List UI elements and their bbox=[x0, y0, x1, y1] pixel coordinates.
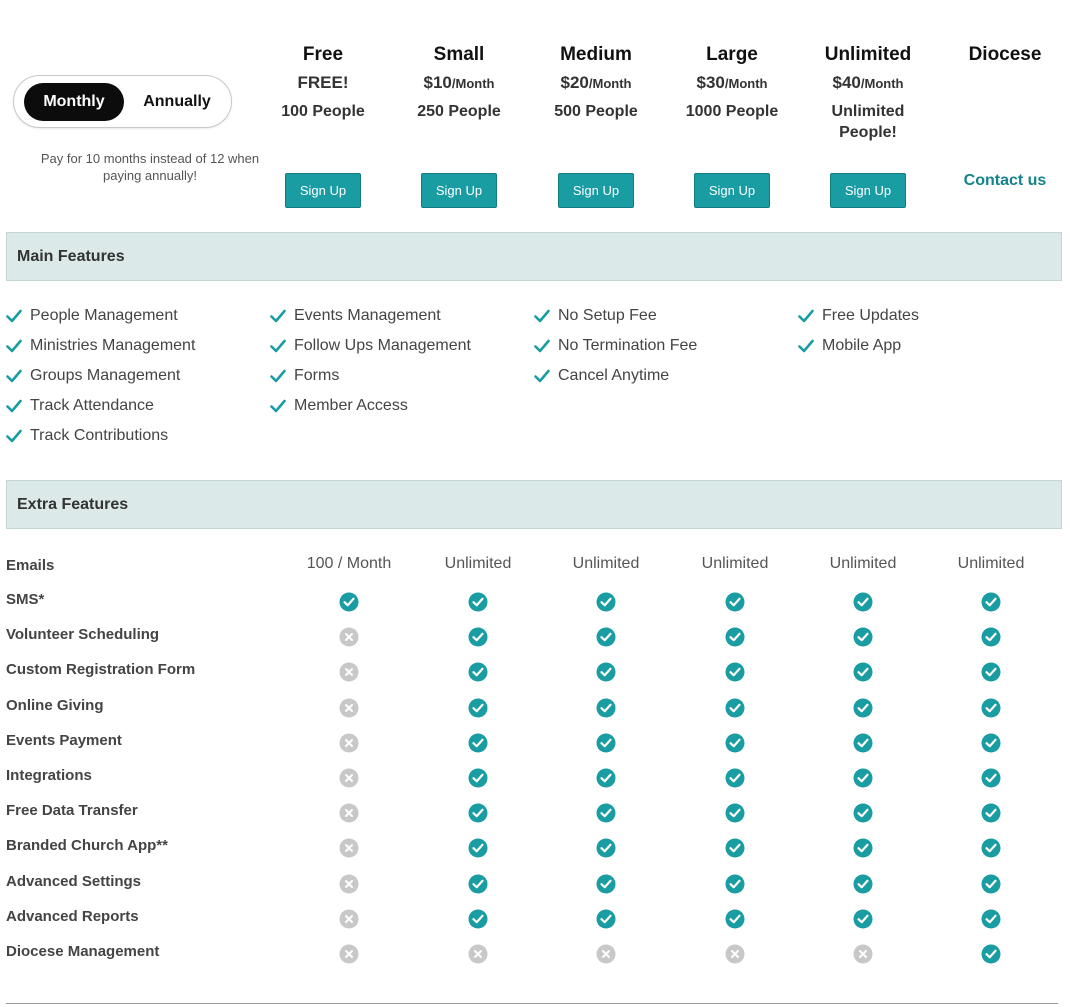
plan-cell bbox=[546, 662, 666, 687]
plan-name: Unlimited bbox=[824, 44, 912, 65]
feature-label: Forms bbox=[294, 367, 340, 384]
feature-row bbox=[0, 838, 1070, 873]
included-check-icon bbox=[468, 669, 488, 686]
plan-price bbox=[526, 71, 666, 95]
plan-unlimited bbox=[798, 43, 938, 143]
main-features-column bbox=[270, 306, 471, 426]
not-included-x-icon bbox=[339, 810, 359, 827]
included-check-icon bbox=[725, 916, 745, 933]
plan-cell bbox=[289, 768, 409, 793]
check-icon bbox=[6, 336, 30, 353]
plan-cell bbox=[546, 592, 666, 617]
included-check-icon bbox=[596, 740, 616, 757]
included-check-icon bbox=[981, 916, 1001, 933]
feature-label: Free Updates bbox=[822, 307, 919, 324]
plan-diocese bbox=[935, 43, 1070, 67]
plan-name: Medium bbox=[560, 44, 632, 65]
check-icon bbox=[534, 336, 558, 353]
feature-value: Unlimited bbox=[957, 555, 1025, 572]
included-check-icon bbox=[468, 599, 488, 616]
main-features-column bbox=[534, 306, 697, 396]
plan-price-period: /Month bbox=[451, 76, 495, 91]
sign-up-button-small[interactable]: Sign Up bbox=[421, 173, 497, 208]
feature-item bbox=[6, 306, 195, 336]
plan-cell bbox=[546, 803, 666, 828]
plan-cell bbox=[289, 944, 409, 969]
check-icon bbox=[270, 336, 294, 353]
included-check-icon bbox=[981, 599, 1001, 616]
sign-up-button-medium[interactable]: Sign Up bbox=[558, 173, 634, 208]
monthly-option[interactable]: Monthly bbox=[24, 83, 124, 121]
feature-value: Unlimited bbox=[829, 555, 897, 572]
included-check-icon bbox=[725, 775, 745, 792]
sign-up-button-large[interactable]: Sign Up bbox=[694, 173, 770, 208]
plan-cell bbox=[803, 768, 923, 793]
included-check-icon bbox=[339, 599, 359, 616]
contact-us-link[interactable]: Contact us bbox=[963, 172, 1047, 189]
feature-row-label: Diocese Management bbox=[6, 943, 160, 960]
plan-cell bbox=[803, 627, 923, 652]
plan-price-amount: $30 bbox=[696, 73, 725, 92]
plan-price-amount: $20 bbox=[560, 73, 589, 92]
feature-value: Unlimited bbox=[572, 555, 640, 572]
check-icon bbox=[798, 306, 822, 323]
plan-name: Diocese bbox=[968, 44, 1042, 65]
feature-item bbox=[534, 336, 697, 366]
included-check-icon bbox=[981, 705, 1001, 722]
plan-cell bbox=[931, 592, 1051, 617]
not-included-x-icon bbox=[853, 951, 873, 968]
feature-row-label: Free Data Transfer bbox=[6, 802, 138, 820]
plan-cell bbox=[546, 874, 666, 899]
feature-value: Unlimited bbox=[444, 555, 512, 572]
plan-cell bbox=[803, 698, 923, 723]
plan-price-period: /Month bbox=[588, 76, 632, 91]
included-check-icon bbox=[725, 740, 745, 757]
included-check-icon bbox=[725, 599, 745, 616]
included-check-icon bbox=[725, 705, 745, 722]
check-icon bbox=[270, 366, 294, 383]
plan-cell bbox=[931, 662, 1051, 687]
feature-label: Cancel Anytime bbox=[558, 367, 670, 384]
plan-name: Large bbox=[706, 44, 758, 65]
plan-price bbox=[253, 71, 393, 95]
plan-price-period: /Month bbox=[724, 76, 768, 91]
plan-price-period: /Month bbox=[860, 76, 904, 91]
plan-cell bbox=[289, 698, 409, 723]
included-check-icon bbox=[725, 810, 745, 827]
plan-cell bbox=[803, 803, 923, 828]
plan-cell bbox=[931, 909, 1051, 934]
plan-cell bbox=[418, 698, 538, 723]
plan-cell bbox=[931, 838, 1051, 863]
not-included-x-icon bbox=[596, 951, 616, 968]
plan-cell bbox=[803, 909, 923, 934]
plan-cell bbox=[803, 874, 923, 899]
included-check-icon bbox=[853, 705, 873, 722]
plan-price-amount: FREE! bbox=[297, 73, 349, 92]
not-included-x-icon bbox=[339, 951, 359, 968]
plan-cell bbox=[289, 662, 409, 687]
included-check-icon bbox=[725, 845, 745, 862]
feature-item bbox=[798, 306, 919, 336]
feature-item bbox=[270, 336, 471, 366]
included-check-icon bbox=[853, 810, 873, 827]
included-check-icon bbox=[468, 810, 488, 827]
included-check-icon bbox=[596, 705, 616, 722]
plan-cell bbox=[675, 627, 795, 652]
not-included-x-icon bbox=[339, 881, 359, 898]
plan-cell bbox=[675, 803, 795, 828]
sign-up-button-unlimited[interactable]: Sign Up bbox=[830, 173, 906, 208]
plan-cell bbox=[289, 627, 409, 652]
included-check-icon bbox=[596, 775, 616, 792]
plan-cell bbox=[931, 874, 1051, 899]
feature-row-label: Advanced Reports bbox=[6, 907, 139, 925]
feature-row bbox=[0, 874, 1070, 909]
plan-cell bbox=[289, 592, 409, 617]
included-check-icon bbox=[596, 669, 616, 686]
plan-cell bbox=[289, 909, 409, 934]
feature-label: Groups Management bbox=[30, 367, 181, 384]
plan-cell bbox=[418, 803, 538, 828]
plan-cell bbox=[803, 662, 923, 687]
included-check-icon bbox=[596, 810, 616, 827]
plan-cell bbox=[546, 733, 666, 758]
feature-label: Events Management bbox=[294, 307, 441, 324]
plan-price-amount: $40 bbox=[832, 73, 861, 92]
included-check-icon bbox=[981, 634, 1001, 651]
feature-row bbox=[0, 944, 1070, 979]
plan-cell bbox=[418, 592, 538, 617]
feature-row-label: Emails bbox=[6, 557, 55, 574]
not-included-x-icon bbox=[339, 705, 359, 722]
check-icon bbox=[6, 306, 30, 323]
plan-cell bbox=[546, 909, 666, 934]
included-check-icon bbox=[853, 881, 873, 898]
plan-cell bbox=[931, 554, 1051, 574]
feature-row bbox=[0, 803, 1070, 838]
feature-row-label: Branded Church App** bbox=[6, 837, 168, 855]
plan-cell bbox=[418, 944, 538, 969]
plan-cell bbox=[546, 627, 666, 652]
included-check-icon bbox=[725, 669, 745, 686]
plan-cell bbox=[931, 627, 1051, 652]
included-check-icon bbox=[853, 634, 873, 651]
not-included-x-icon bbox=[725, 951, 745, 968]
feature-row bbox=[0, 698, 1070, 733]
check-icon bbox=[270, 306, 294, 323]
plan-cell bbox=[675, 554, 795, 574]
feature-label: No Setup Fee bbox=[558, 307, 657, 324]
plan-people: Unlimited People! bbox=[831, 103, 905, 141]
plan-cell bbox=[675, 874, 795, 899]
plan-cell bbox=[931, 698, 1051, 723]
included-check-icon bbox=[725, 634, 745, 651]
check-icon bbox=[534, 366, 558, 383]
included-check-icon bbox=[981, 845, 1001, 862]
included-check-icon bbox=[981, 810, 1001, 827]
feature-row bbox=[0, 592, 1070, 627]
not-included-x-icon bbox=[339, 845, 359, 862]
plan-name: Free bbox=[302, 44, 344, 65]
plan-cell bbox=[931, 803, 1051, 828]
included-check-icon bbox=[596, 845, 616, 862]
plan-cell bbox=[675, 768, 795, 793]
plan-price bbox=[662, 71, 802, 95]
main-features-column bbox=[6, 306, 195, 456]
included-check-icon bbox=[853, 599, 873, 616]
not-included-x-icon bbox=[468, 951, 488, 968]
included-check-icon bbox=[853, 669, 873, 686]
plan-people: 100 People bbox=[281, 103, 365, 120]
feature-row-label: Volunteer Scheduling bbox=[6, 626, 160, 644]
included-check-icon bbox=[596, 599, 616, 616]
included-check-icon bbox=[853, 775, 873, 792]
plan-medium bbox=[526, 43, 666, 122]
plan-small bbox=[389, 43, 529, 122]
plan-cell bbox=[803, 944, 923, 969]
plan-cell bbox=[931, 733, 1051, 758]
plan-price bbox=[798, 71, 938, 95]
check-icon bbox=[798, 336, 822, 353]
plan-free bbox=[253, 43, 393, 122]
included-check-icon bbox=[596, 881, 616, 898]
feature-label: Follow Ups Management bbox=[294, 337, 471, 354]
included-check-icon bbox=[853, 916, 873, 933]
main-features-header: Main Features bbox=[6, 232, 1062, 281]
check-icon bbox=[6, 366, 30, 383]
included-check-icon bbox=[981, 951, 1001, 968]
feature-value: 100 / Month bbox=[306, 555, 392, 572]
sign-up-button-free[interactable]: Sign Up bbox=[285, 173, 361, 208]
feature-item bbox=[534, 366, 697, 396]
feature-row bbox=[0, 662, 1070, 697]
included-check-icon bbox=[596, 634, 616, 651]
plan-cell bbox=[803, 592, 923, 617]
plan-cell bbox=[418, 909, 538, 934]
included-check-icon bbox=[981, 669, 1001, 686]
plan-cell bbox=[546, 698, 666, 723]
plan-cell bbox=[675, 698, 795, 723]
feature-value: Unlimited bbox=[701, 555, 769, 572]
feature-row-label: Custom Registration Form bbox=[6, 661, 196, 679]
included-check-icon bbox=[468, 705, 488, 722]
plan-cell bbox=[418, 874, 538, 899]
feature-row-label: SMS* bbox=[6, 591, 45, 608]
plan-cell bbox=[803, 733, 923, 758]
included-check-icon bbox=[981, 881, 1001, 898]
included-check-icon bbox=[981, 740, 1001, 757]
included-check-icon bbox=[468, 845, 488, 862]
plan-cell bbox=[289, 554, 409, 574]
included-check-icon bbox=[853, 845, 873, 862]
feature-row bbox=[0, 768, 1070, 803]
plan-cell bbox=[418, 554, 538, 574]
main-features-column bbox=[798, 306, 919, 366]
included-check-icon bbox=[725, 881, 745, 898]
feature-row bbox=[0, 733, 1070, 768]
not-included-x-icon bbox=[339, 669, 359, 686]
plan-cell bbox=[546, 838, 666, 863]
plan-cell bbox=[546, 554, 666, 574]
plan-cell bbox=[675, 592, 795, 617]
feature-row-label: Advanced Settings bbox=[6, 872, 142, 890]
included-check-icon bbox=[468, 916, 488, 933]
plan-cell bbox=[289, 874, 409, 899]
bottom-divider bbox=[6, 1003, 1058, 1004]
plan-cell bbox=[931, 768, 1051, 793]
feature-row bbox=[0, 554, 1070, 589]
plan-cell bbox=[418, 662, 538, 687]
feature-label: Track Attendance bbox=[30, 397, 154, 414]
feature-item bbox=[270, 366, 471, 396]
plan-people: 1000 People bbox=[685, 103, 779, 120]
plan-people: 500 People bbox=[554, 103, 638, 120]
plan-cell bbox=[289, 803, 409, 828]
plan-cell bbox=[418, 733, 538, 758]
feature-item bbox=[6, 426, 195, 456]
included-check-icon bbox=[468, 634, 488, 651]
feature-item bbox=[6, 336, 195, 366]
not-included-x-icon bbox=[339, 634, 359, 651]
plan-cell bbox=[289, 838, 409, 863]
feature-row bbox=[0, 627, 1070, 662]
plan-cell bbox=[675, 909, 795, 934]
plan-cell bbox=[289, 733, 409, 758]
not-included-x-icon bbox=[339, 775, 359, 792]
billing-toggle[interactable] bbox=[13, 75, 232, 128]
feature-row-label: Events Payment bbox=[6, 731, 122, 749]
annually-option[interactable]: Annually bbox=[143, 93, 211, 110]
plan-cell bbox=[418, 768, 538, 793]
feature-label: People Management bbox=[30, 307, 178, 324]
feature-item bbox=[6, 366, 195, 396]
extra-features-header: Extra Features bbox=[6, 480, 1062, 529]
plan-cell bbox=[803, 838, 923, 863]
feature-label: Track Contributions bbox=[30, 427, 169, 444]
plan-cell bbox=[546, 768, 666, 793]
plan-large bbox=[662, 43, 802, 122]
not-included-x-icon bbox=[339, 916, 359, 933]
annual-discount-note: Pay for 10 months instead of 12 when paying annually! bbox=[40, 151, 260, 183]
check-icon bbox=[6, 396, 30, 413]
included-check-icon bbox=[468, 740, 488, 757]
plan-cell bbox=[675, 944, 795, 969]
plan-cell bbox=[418, 627, 538, 652]
plan-people: 250 People bbox=[417, 103, 501, 120]
feature-item bbox=[270, 396, 471, 426]
included-check-icon bbox=[853, 740, 873, 757]
included-check-icon bbox=[468, 881, 488, 898]
plan-cell bbox=[546, 944, 666, 969]
feature-row bbox=[0, 909, 1070, 944]
feature-label: Mobile App bbox=[822, 337, 902, 354]
plan-cell bbox=[418, 838, 538, 863]
plan-price bbox=[389, 71, 529, 95]
plan-cell bbox=[675, 662, 795, 687]
included-check-icon bbox=[596, 916, 616, 933]
included-check-icon bbox=[468, 775, 488, 792]
check-icon bbox=[6, 426, 30, 443]
feature-row-label: Online Giving bbox=[6, 696, 104, 714]
not-included-x-icon bbox=[339, 740, 359, 757]
feature-item bbox=[270, 306, 471, 336]
plan-cell bbox=[931, 944, 1051, 969]
plan-name: Small bbox=[433, 44, 485, 65]
feature-label: No Termination Fee bbox=[558, 337, 698, 354]
plan-cell bbox=[803, 554, 923, 574]
feature-item bbox=[534, 306, 697, 336]
check-icon bbox=[270, 396, 294, 413]
plan-cell bbox=[675, 838, 795, 863]
plan-price-amount: $10 bbox=[423, 73, 452, 92]
check-icon bbox=[534, 306, 558, 323]
included-check-icon bbox=[981, 775, 1001, 792]
feature-item bbox=[6, 396, 195, 426]
plan-cell bbox=[675, 733, 795, 758]
feature-item bbox=[798, 336, 919, 366]
feature-label: Member Access bbox=[294, 397, 408, 414]
feature-label: Ministries Management bbox=[30, 337, 196, 354]
feature-row-label: Integrations bbox=[6, 767, 92, 784]
